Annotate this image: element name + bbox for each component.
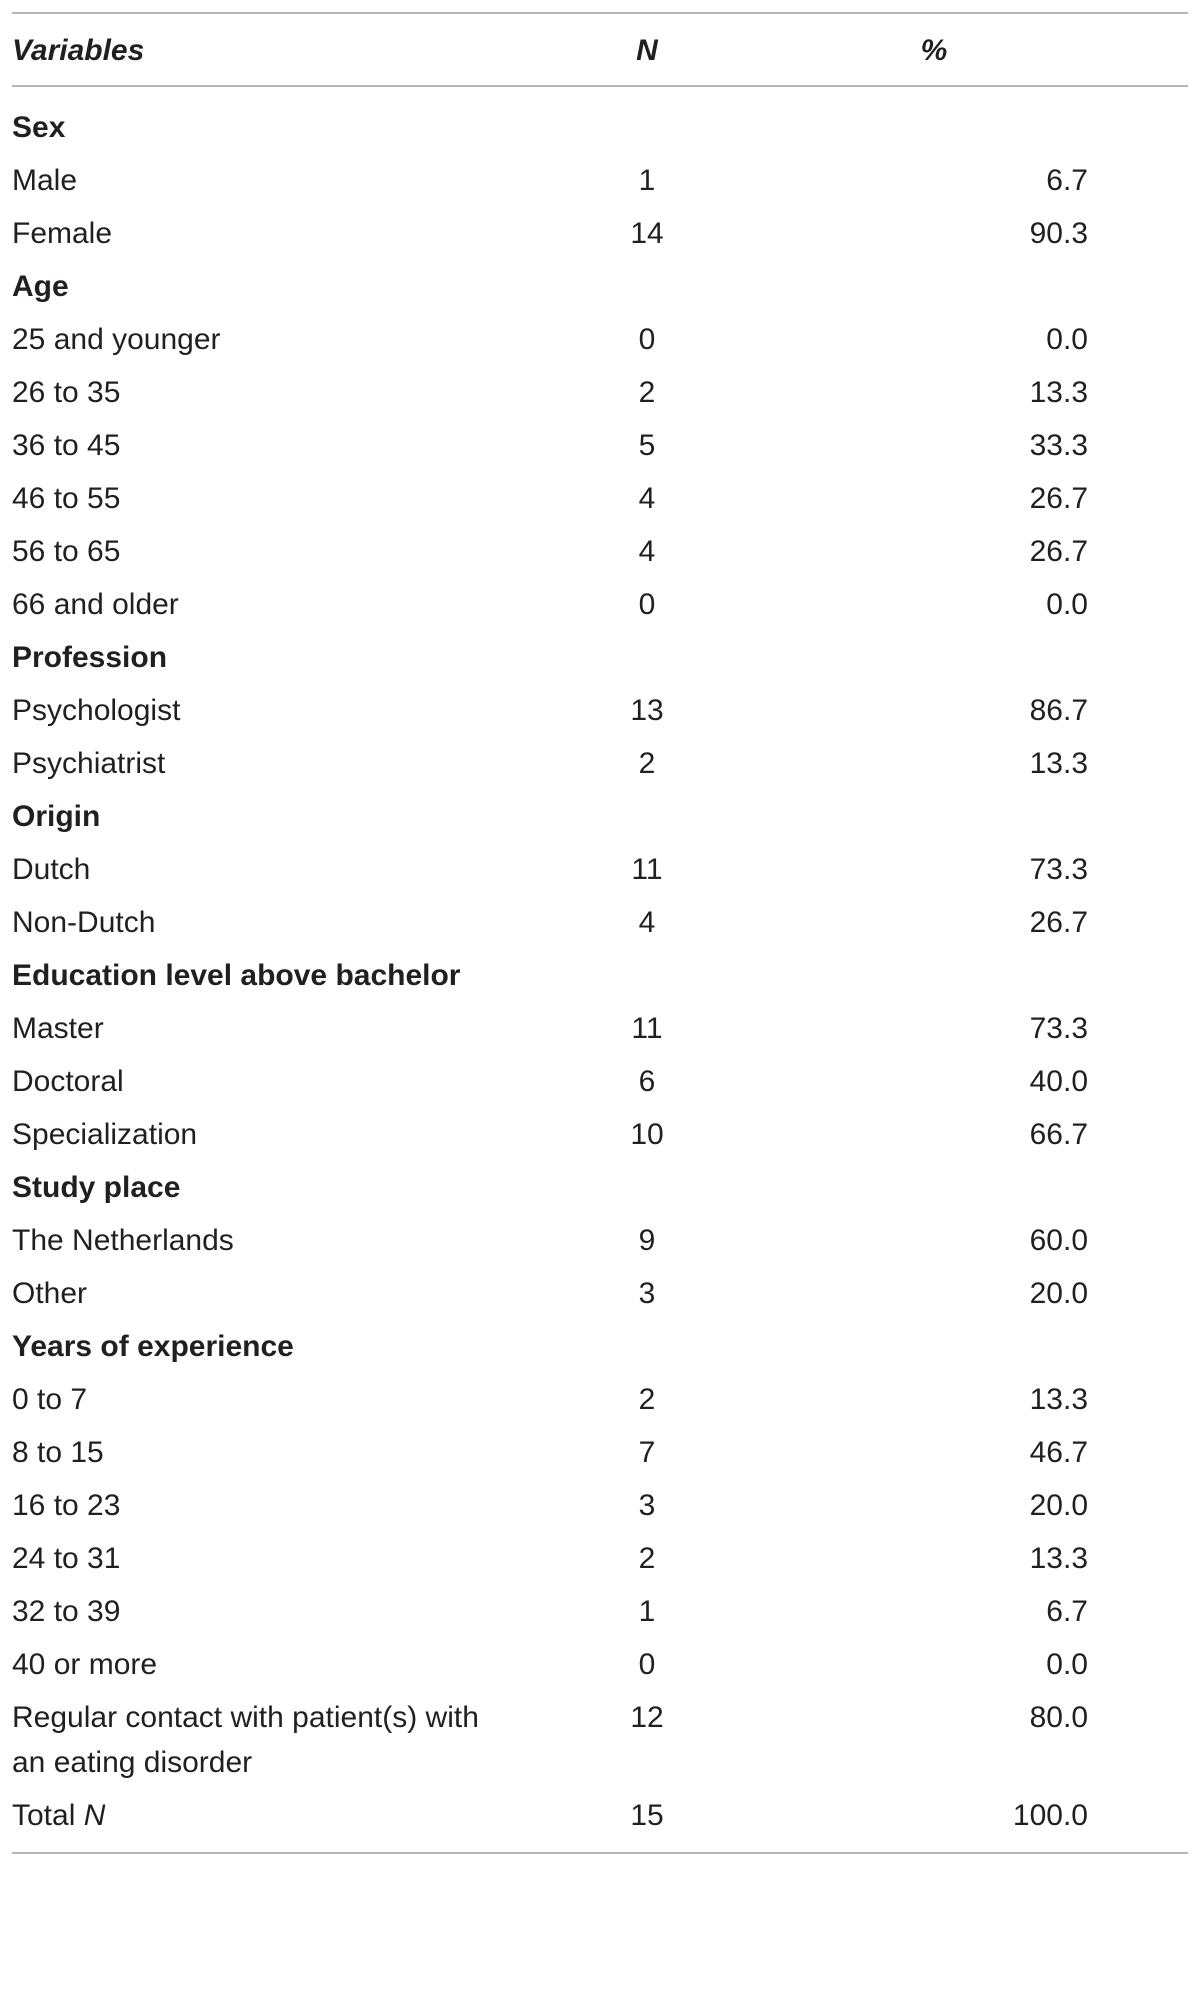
group-label: Profession — [12, 641, 168, 674]
group-label: Years of experience — [12, 1330, 294, 1363]
row-n-value: 3 — [638, 1489, 656, 1522]
group-empty-pct — [812, 790, 1188, 843]
group-empty-n — [482, 260, 812, 313]
row-n-value: 2 — [638, 1383, 656, 1416]
row-label: Other — [12, 1277, 88, 1310]
row-n-value: 15 — [482, 1789, 812, 1853]
table-group-row — [12, 260, 1188, 313]
row-label: Male — [12, 164, 78, 197]
table-row — [12, 737, 1188, 790]
row-label: Master — [12, 1012, 104, 1045]
table-row — [12, 207, 1188, 260]
group-label: Sex — [12, 111, 66, 144]
row-n-value: 5 — [638, 429, 656, 462]
row-label: 66 and older — [12, 588, 179, 621]
group-empty-pct — [812, 260, 1188, 313]
row-n-value: 10 — [630, 1118, 664, 1151]
row-label: 56 to 65 — [12, 535, 121, 568]
group-empty-pct — [812, 1161, 1188, 1214]
row-n-value: 12 — [630, 1701, 664, 1734]
row-percent-value: 26.7 — [1029, 535, 1088, 568]
row-label: Psychologist — [12, 694, 181, 727]
row-n-value: 9 — [638, 1224, 656, 1257]
table-header — [12, 13, 1188, 86]
row-label: 8 to 15 — [12, 1436, 104, 1469]
header-n: N — [482, 13, 812, 86]
group-label: Study place — [12, 1171, 181, 1204]
total-label-cell — [12, 1789, 482, 1853]
row-percent-value: 33.3 — [1029, 429, 1088, 462]
row-n-value: 14 — [630, 217, 664, 250]
row-n-value: 1 — [638, 1595, 656, 1628]
row-percent-value: 100.0 — [812, 1789, 1188, 1853]
header-row — [12, 13, 1188, 86]
group-label: Age — [12, 270, 69, 303]
table-group-row — [12, 86, 1188, 154]
table-row — [12, 1585, 1188, 1638]
row-n-value: 7 — [638, 1436, 656, 1469]
row-percent-value: 0.0 — [1046, 588, 1088, 621]
row-percent-value: 73.3 — [1029, 1012, 1088, 1045]
row-percent-value: 80.0 — [1029, 1701, 1088, 1734]
row-label: 24 to 31 — [12, 1542, 121, 1575]
row-percent-value: 13.3 — [1029, 747, 1088, 780]
row-percent-value: 46.7 — [1029, 1436, 1088, 1469]
table-row — [12, 313, 1188, 366]
group-label: Education level above bachelor — [12, 959, 461, 992]
table-row — [12, 419, 1188, 472]
table-row — [12, 578, 1188, 631]
row-n-value: 4 — [638, 482, 656, 515]
table-row — [12, 154, 1188, 207]
table-group-row — [12, 790, 1188, 843]
table-body — [12, 86, 1188, 1853]
row-label: 25 and younger — [12, 323, 221, 356]
row-label: 40 or more — [12, 1648, 158, 1681]
row-label: 32 to 39 — [12, 1595, 121, 1628]
row-n-value: 4 — [638, 535, 656, 568]
table-row — [12, 1532, 1188, 1585]
group-empty-n — [482, 86, 812, 154]
table-total-row — [12, 1789, 1188, 1853]
table-row — [12, 684, 1188, 737]
row-percent-value: 6.7 — [1046, 164, 1088, 197]
row-label: Female — [12, 217, 113, 250]
group-empty-n — [482, 1320, 812, 1373]
table-group-row — [12, 949, 1188, 1002]
row-percent-value: 90.3 — [1029, 217, 1088, 250]
row-percent-value: 40.0 — [1029, 1065, 1088, 1098]
group-empty-pct — [812, 1320, 1188, 1373]
row-n-value: 11 — [631, 853, 663, 886]
table-row — [12, 1267, 1188, 1320]
table-group-row — [12, 631, 1188, 684]
row-n-value: 0 — [638, 323, 656, 356]
row-n-value: 2 — [638, 376, 656, 409]
table-group-row — [12, 1161, 1188, 1214]
table-row — [12, 1479, 1188, 1532]
row-percent-value: 20.0 — [1029, 1489, 1088, 1522]
header-percent: % — [812, 13, 1188, 86]
group-empty-n — [482, 1161, 812, 1214]
row-percent-value: 26.7 — [1029, 482, 1088, 515]
table-row — [12, 472, 1188, 525]
row-label: 46 to 55 — [12, 482, 121, 515]
row-percent-value: 13.3 — [1029, 376, 1088, 409]
row-label: 0 to 7 — [12, 1383, 88, 1416]
table-row — [12, 1426, 1188, 1479]
row-n-value: 13 — [630, 694, 664, 727]
table-row — [12, 1055, 1188, 1108]
row-percent-value: 86.7 — [1029, 694, 1088, 727]
row-label: Psychiatrist — [12, 747, 166, 780]
row-percent-value: 0.0 — [1046, 323, 1088, 356]
table-row — [12, 1108, 1188, 1161]
row-n-value: 0 — [638, 588, 656, 621]
row-n-value: 1 — [638, 164, 656, 197]
group-empty-n — [482, 790, 812, 843]
row-percent-value: 26.7 — [1029, 906, 1088, 939]
row-percent-value: 60.0 — [1029, 1224, 1088, 1257]
row-label: Regular contact with patient(s) with an eating disorder — [12, 1701, 479, 1779]
group-empty-n — [482, 949, 812, 1002]
row-label: Dutch — [12, 853, 91, 886]
row-label: 36 to 45 — [12, 429, 121, 462]
table-row — [12, 1002, 1188, 1055]
table-row — [12, 1373, 1188, 1426]
table-row — [12, 843, 1188, 896]
row-label: 26 to 35 — [12, 376, 121, 409]
row-n-value: 4 — [638, 906, 656, 939]
demographics-table-container — [12, 12, 1188, 1854]
row-label: Doctoral — [12, 1065, 124, 1098]
group-empty-pct — [812, 631, 1188, 684]
row-n-value: 2 — [638, 747, 656, 780]
table-row — [12, 1214, 1188, 1267]
row-label: Specialization — [12, 1118, 198, 1151]
table-row — [12, 525, 1188, 578]
row-label: The Netherlands — [12, 1224, 234, 1257]
row-n-value: 2 — [638, 1542, 656, 1575]
group-empty-n — [482, 631, 812, 684]
row-percent-value: 73.3 — [1029, 853, 1088, 886]
header-variables: Variables — [12, 13, 482, 86]
row-percent-value: 13.3 — [1029, 1542, 1088, 1575]
row-percent-value: 13.3 — [1029, 1383, 1088, 1416]
table-group-row — [12, 1320, 1188, 1373]
row-percent-value: 6.7 — [1046, 1595, 1088, 1628]
group-empty-pct — [812, 86, 1188, 154]
table-row — [12, 896, 1188, 949]
table-row — [12, 366, 1188, 419]
row-n-value: 11 — [631, 1012, 663, 1045]
total-label-n: N — [83, 1799, 106, 1832]
row-n-value: 0 — [638, 1648, 656, 1681]
row-label: Non-Dutch — [12, 906, 156, 939]
group-label: Origin — [12, 800, 101, 833]
row-percent-value: 0.0 — [1046, 1648, 1088, 1681]
row-percent-value: 20.0 — [1029, 1277, 1088, 1310]
demographics-table — [12, 12, 1188, 1854]
group-empty-pct — [812, 949, 1188, 1002]
row-label: 16 to 23 — [12, 1489, 121, 1522]
table-row — [12, 1691, 1188, 1789]
row-percent-value: 66.7 — [1029, 1118, 1088, 1151]
row-n-value: 6 — [638, 1065, 656, 1098]
total-label: Total — [12, 1799, 76, 1832]
row-n-value: 3 — [638, 1277, 656, 1310]
table-row — [12, 1638, 1188, 1691]
